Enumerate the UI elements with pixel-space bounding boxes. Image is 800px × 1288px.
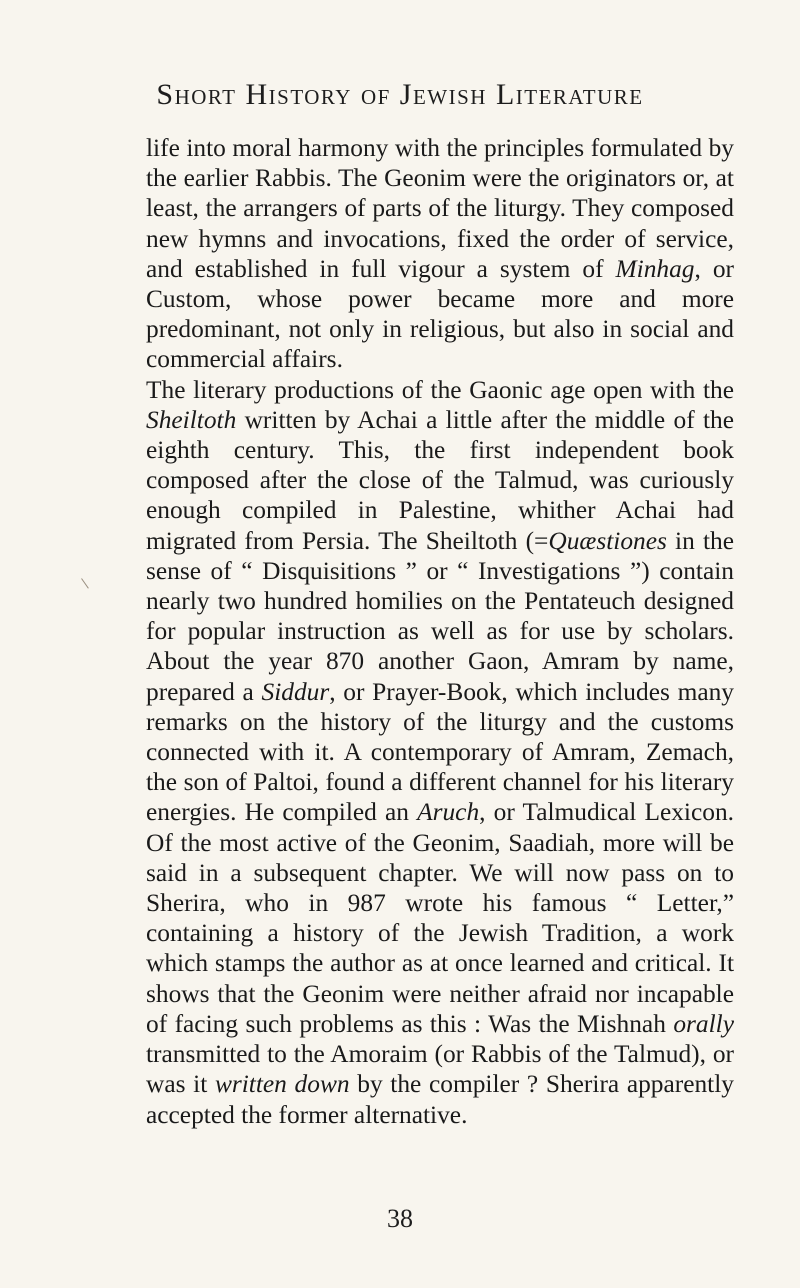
text-run: , or Talmudical Lexicon. Of the most active of the Geonim, Saadiah, more will be said in a subsequent chapter. We will now pass on to Sherira, who in 987 wrote his famous “ Letter,” containing a history of the Jewish Tradition, a work which stamps the author as at once learned and critical. It shows that the Geonim were neither afraid nor incapable of facing such problems as this : Was the Mishnah xyxy=(146,798,734,1038)
italic-term: Minhag xyxy=(615,254,695,283)
text-run: by the compiler ? Sherira apparently accepted the former alternative. xyxy=(146,1070,734,1129)
text-run: life into moral harmony with the principles formulated by the earlier Rabbis. The Geonim were the originators or, at least, the arrangers of parts of the liturgy. They composed new hymns and invocations, fixed the order of service, and established in full vigour a system of xyxy=(146,134,734,283)
text-run: transmitted to the Amoraim (or Rabbis of the Talmud), or was it xyxy=(146,1040,734,1099)
italic-term: Siddur xyxy=(261,677,330,706)
paragraph-2 xyxy=(146,375,734,1130)
text-run: written by Achai a little after the middle of the eighth century. This, the first independent book composed after the close of the Talmud, was curiously enough compiled in Palestine, whither Achai had migrated from Persia. The Sheiltoth (= xyxy=(146,405,734,555)
running-head: Short History of Jewish Literature xyxy=(156,78,644,111)
italic-term: Quæstiones xyxy=(548,526,667,555)
text-run: in the sense of “ Disquisitions ” or “ Investigations ”) contain nearly two hundred homilies on the Pentateuch designed for popular instruction as well as for use by scholars. About the year 870 another Gaon, Amram by name, prepared a xyxy=(146,526,734,706)
italic-term: Aruch xyxy=(417,798,480,827)
text-run: , or Prayer-Book, which includes many remarks on the history of the liturgy and the customs connected with it. A contemporary of Amram, Zemach, the son of Paltoi, found a different channel for his literary energies. He compiled an xyxy=(146,677,734,827)
text-run: , or Custom, whose power became more and more predominant, not only in religious, but also in social and commercial affairs. xyxy=(146,254,734,374)
italic-term: orally xyxy=(673,1009,734,1038)
stray-mark xyxy=(81,575,93,588)
italic-term: written down xyxy=(214,1070,350,1099)
paragraph-1 xyxy=(146,133,734,375)
italic-term: Sheiltoth xyxy=(146,405,237,434)
page-number: 38 xyxy=(387,1204,413,1233)
body-text xyxy=(146,133,734,1130)
text-run: The literary productions of the Gaonic age open with the xyxy=(146,375,734,404)
